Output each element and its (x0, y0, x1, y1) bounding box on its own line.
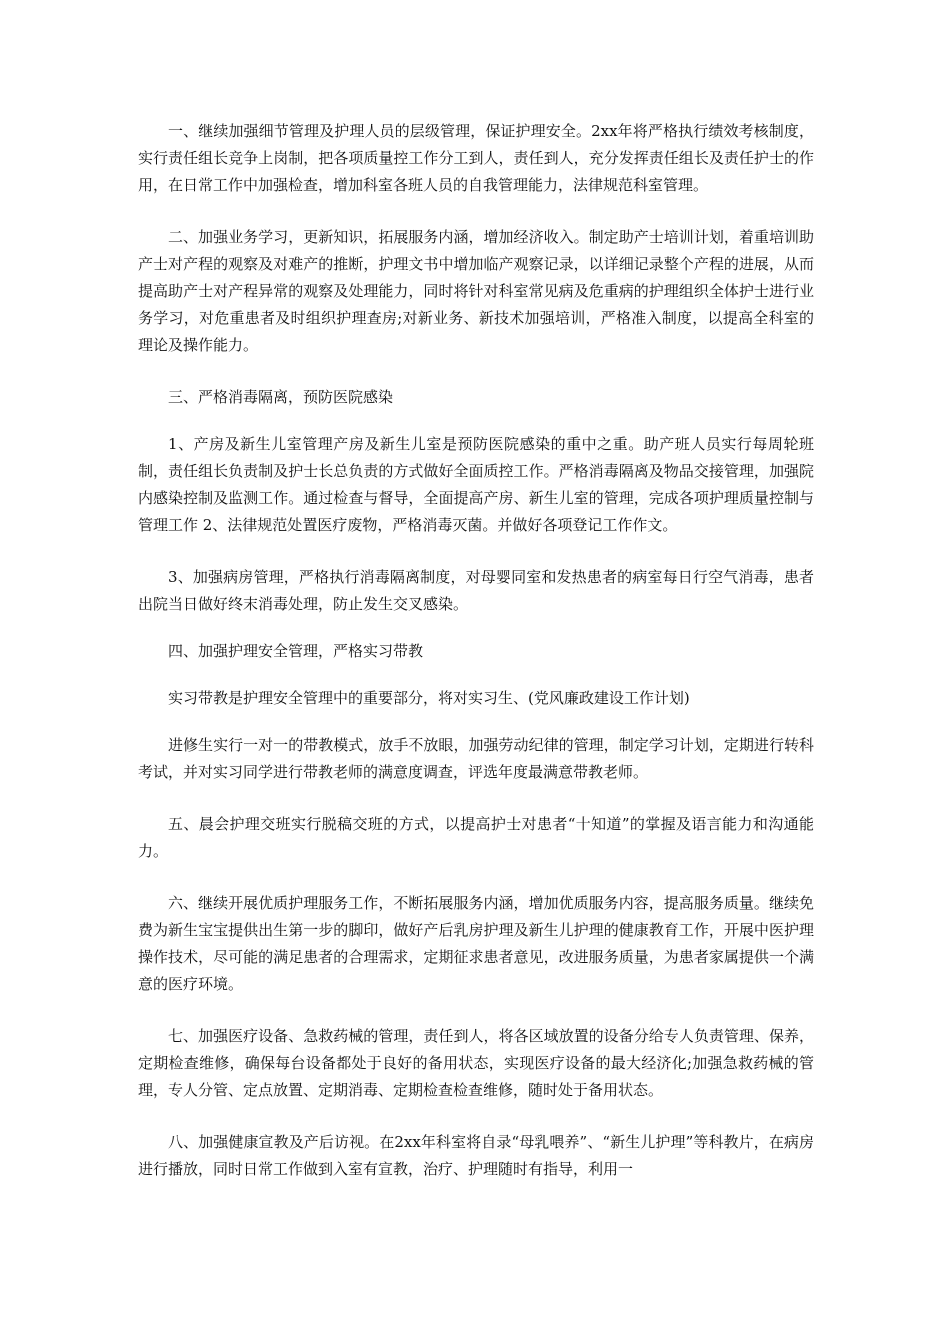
paragraph-6: 六、继续开展优质护理服务工作，不断拓展服务内涵，增加优质服务内容，提高服务质量。继续免费为新生宝宝提供出生第一步的脚印，做好产后乳房护理及新生儿护理的健康教育工作，开展中医护理操作技术，尽可能的满足患者的合理需求，定期征求患者意见，改进服务质量，为患者家属提供一个满意的医疗环境。 (138, 894, 814, 993)
paragraph-3-1: 1、产房及新生儿室管理产房及新生儿室是预防医院感染的重中之重。助产班人员实行每周轮班制，责任组长负责制及护士长总负责的方式做好全面质控工作。严格消毒隔离及物品交接管理，加强院内感染控制及监测工作。通过检查与督导，全面提高产房、新生儿室的管理，完成各项护理质量控制与管理工作 2、法律规范处置医疗废物，严格消毒灭菌。并做好各项登记工作作文。 (138, 435, 814, 534)
section-heading-3: 三、严格消毒隔离，预防医院感染 (168, 388, 394, 406)
paragraph-1: 一、继续加强细节管理及护理人员的层级管理，保证护理安全。2xx年将严格执行绩效考核制度，实行责任组长竞争上岗制，把各项质量控工作分工到人，责任到人，充分发挥责任组长及责任护士的作用，在日常工作中加强检查，增加科室各班人员的自我管理能力，法律规范科室管理。 (138, 122, 814, 194)
paragraph-2: 二、加强业务学习，更新知识，拓展服务内涵，增加经济收入。制定助产士培训计划，着重培训助产士对产程的观察及对难产的推断，护理文书中增加临产观察记录，以详细记录整个产程的进展，从而提高助产士对产程异常的观察及处理能力，同时将针对科室常见病及危重病的护理组织全体护士进行业务学习，对危重患者及时组织护理查房;对新业务、新技术加强培训，严格准入制度，以提高全科室的理论及操作能力。 (138, 228, 814, 354)
paragraph-8: 八、加强健康宣教及产后访视。在2xx年科室将自录“母乳喂养”、“新生儿护理”等科教片，在病房进行播放，同时日常工作做到入室有宣教，治疗、护理随时有指导，利用一 (138, 1133, 814, 1178)
document-body (138, 118, 814, 1208)
section-heading-4: 四、加强护理安全管理，严格实习带教 (168, 642, 424, 660)
paragraph-7: 七、加强医疗设备、急救药械的管理，责任到人，将各区域放置的设备分给专人负责管理、保养，定期检查维修，确保每台设备都处于良好的备用状态，实现医疗设备的最大经济化;加强急救药械的管理，专人分管、定点放置、定期消毒、定期检查检查维修，随时处于备用状态。 (138, 1027, 814, 1099)
paragraph-4-1: 实习带教是护理安全管理中的重要部分，将对实习生、(党风廉政建设工作计划) (168, 689, 690, 707)
paragraph-5: 五、晨会护理交班实行脱稿交班的方式，以提高护士对患者“十知道”的掌握及语言能力和沟通能力。 (138, 815, 814, 860)
paragraph-3-3: 3、加强病房管理，严格执行消毒隔离制度，对母婴同室和发热患者的病室每日行空气消毒，患者出院当日做好终末消毒处理，防止发生交叉感染。 (138, 568, 814, 613)
paragraph-4-2: 进修生实行一对一的带教模式，放手不放眼，加强劳动纪律的管理，制定学习计划，定期进行转科考试，并对实习同学进行带教老师的满意度调查，评选年度最满意带教老师。 (138, 736, 814, 781)
